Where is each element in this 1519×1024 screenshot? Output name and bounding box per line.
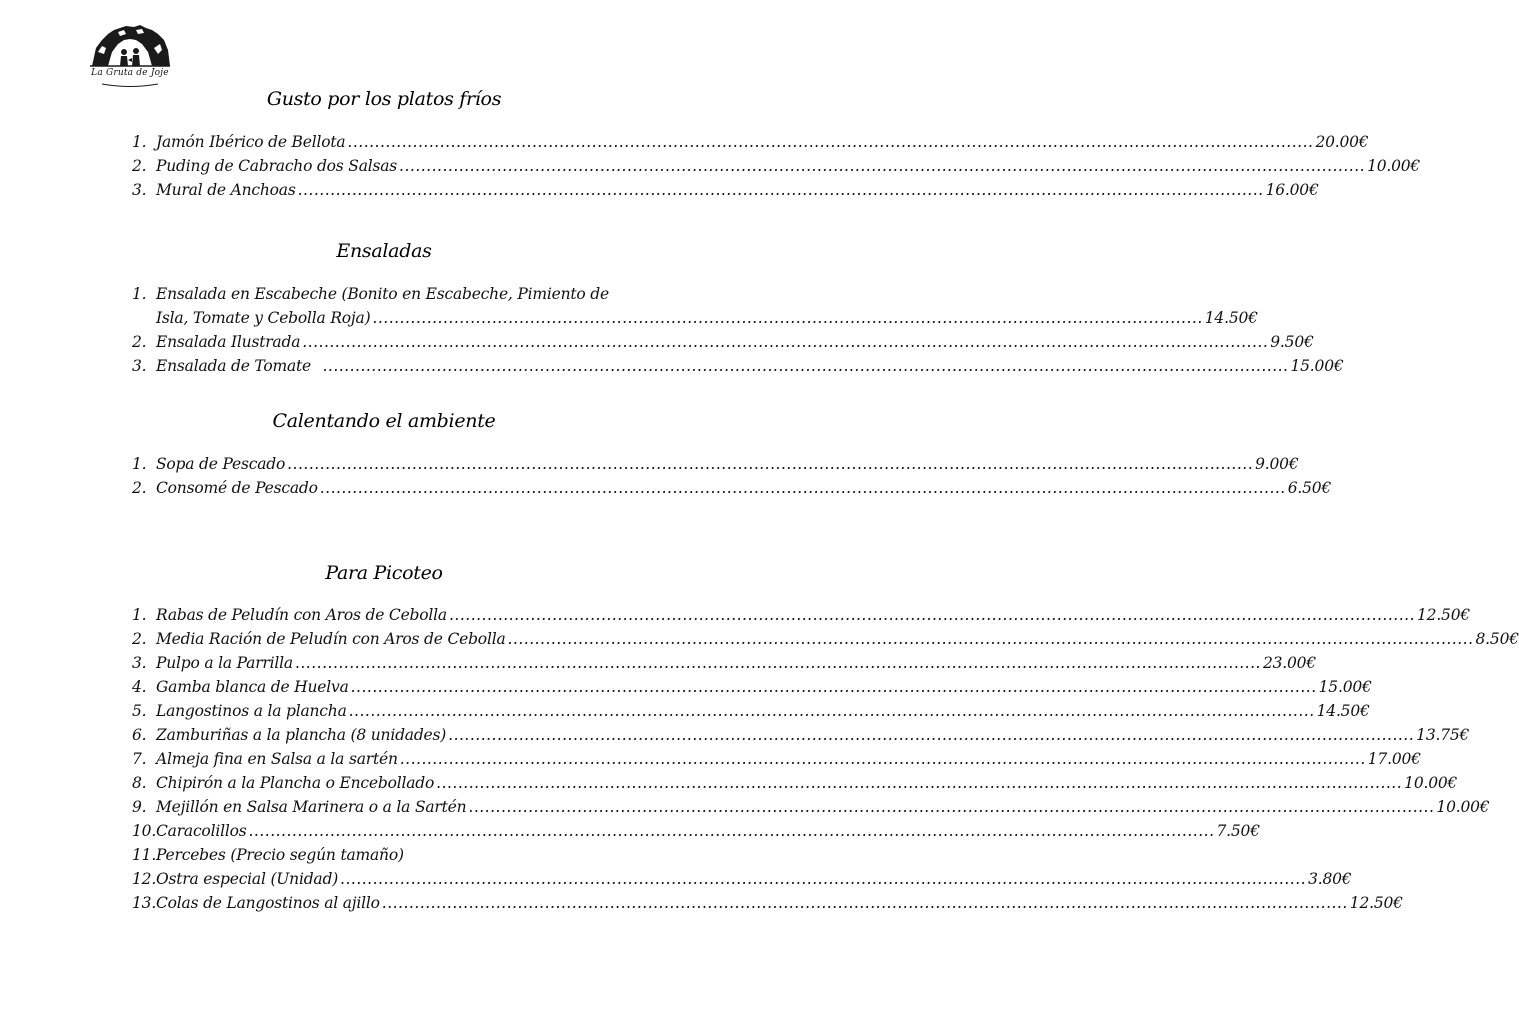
item-number: 2. bbox=[132, 157, 147, 175]
item-number: 9. bbox=[132, 798, 147, 816]
item-price: 8.50€ bbox=[1475, 630, 1519, 648]
dot-leader bbox=[468, 796, 1434, 818]
item-name: Caracolillos bbox=[156, 822, 247, 840]
item-number: 1. bbox=[132, 133, 147, 151]
menu-item bbox=[132, 748, 1421, 770]
dot-leader bbox=[436, 772, 1402, 794]
item-number: 10. bbox=[132, 822, 157, 840]
item-price: 10.00€ bbox=[1436, 798, 1490, 816]
item-number: 3. bbox=[132, 654, 147, 672]
item-price: 6.50€ bbox=[1287, 479, 1332, 497]
item-name: Zamburiñas a la plancha (8 unidades) bbox=[156, 726, 447, 744]
item-price: 17.00€ bbox=[1367, 750, 1421, 768]
item-number: 6. bbox=[132, 726, 147, 744]
item-price: 3.80€ bbox=[1308, 870, 1352, 888]
grotto-illustration-icon bbox=[88, 22, 172, 68]
item-name: Media Ración de Peludín con Aros de Cebolla bbox=[156, 630, 506, 648]
dot-leader bbox=[382, 892, 1348, 914]
item-number: 13. bbox=[132, 894, 157, 912]
item-price: 15.00€ bbox=[1318, 678, 1372, 696]
menu-item bbox=[132, 700, 1370, 722]
item-name: Sopa de Pescado bbox=[156, 455, 286, 473]
item-name: Ensalada de Tomate bbox=[156, 357, 321, 375]
dot-leader bbox=[399, 155, 1365, 177]
item-name: Ensalada Ilustrada bbox=[156, 333, 301, 351]
item-price: 9.50€ bbox=[1270, 333, 1314, 351]
item-name: Langostinos a la plancha bbox=[156, 702, 347, 720]
menu-item bbox=[132, 652, 1317, 674]
menu-item bbox=[132, 179, 1319, 201]
item-price: 12.50€ bbox=[1349, 894, 1403, 912]
item-name: Puding de Cabracho dos Salsas bbox=[156, 157, 398, 175]
menu-item bbox=[132, 131, 1369, 153]
menu-item bbox=[132, 676, 1372, 698]
item-number: 11. bbox=[132, 846, 157, 864]
item-price: 10.00€ bbox=[1404, 774, 1458, 792]
item-price: 10.00€ bbox=[1367, 157, 1421, 175]
item-name: Jamón Ibérico de Bellota bbox=[156, 133, 346, 151]
menu-item bbox=[132, 820, 1260, 842]
menu-item bbox=[132, 868, 1352, 890]
section-title-cold-dishes: Gusto por los platos fríos bbox=[266, 88, 502, 110]
item-number: 7. bbox=[132, 750, 147, 768]
menu-item bbox=[132, 155, 1421, 177]
menu-item bbox=[132, 724, 1470, 746]
item-name: Ostra especial (Unidad) bbox=[156, 870, 339, 888]
menu-item bbox=[132, 796, 1490, 818]
item-number: 5. bbox=[132, 702, 147, 720]
dot-leader bbox=[295, 652, 1261, 674]
dot-leader bbox=[448, 724, 1414, 746]
dot-leader bbox=[508, 628, 1474, 650]
item-number: 1. bbox=[132, 455, 147, 473]
section-title-warm-starters: Calentando el ambiente bbox=[272, 410, 496, 432]
dot-leader bbox=[351, 676, 1317, 698]
item-number: 2. bbox=[132, 479, 147, 497]
item-price: 12.50€ bbox=[1417, 606, 1471, 624]
item-price: 20.00€ bbox=[1315, 133, 1369, 151]
item-name: Gamba blanca de Huelva bbox=[156, 678, 349, 696]
section-title-snacks: Para Picoteo bbox=[325, 562, 443, 584]
item-price: 7.50€ bbox=[1216, 822, 1260, 840]
menu-item-continuation bbox=[156, 307, 1258, 329]
menu-item bbox=[132, 283, 662, 305]
logo-lettering: La Gruta de Joje bbox=[91, 68, 169, 78]
item-number: 1. bbox=[132, 285, 147, 303]
item-name: Colas de Langostinos al ajillo bbox=[156, 894, 380, 912]
menu-item bbox=[132, 604, 1471, 626]
menu-item bbox=[132, 453, 1299, 475]
item-price: 13.75€ bbox=[1416, 726, 1470, 744]
dot-leader bbox=[400, 748, 1366, 770]
menu-item bbox=[132, 892, 1403, 914]
section-title-salads: Ensaladas bbox=[336, 240, 432, 262]
item-price: 23.00€ bbox=[1262, 654, 1317, 672]
dot-leader: ......................................................................................................................................................... bbox=[372, 309, 1203, 327]
dot-leader bbox=[287, 453, 1253, 475]
item-number: 3. bbox=[132, 357, 147, 375]
item-name: Consomé de Pescado bbox=[156, 479, 318, 497]
item-price: 16.00€ bbox=[1265, 181, 1319, 199]
item-number: 3. bbox=[132, 181, 147, 199]
item-price: 15.00€ bbox=[1290, 357, 1344, 375]
menu-item bbox=[132, 477, 1332, 499]
dot-leader bbox=[298, 179, 1264, 201]
item-number: 12. bbox=[132, 870, 157, 888]
item-name-continued: Isla, Tomate y Cebolla Roja) bbox=[156, 309, 371, 327]
item-price: 9.00€ bbox=[1255, 455, 1299, 473]
dot-leader bbox=[302, 331, 1268, 353]
item-name: Ensalada en Escabeche (Bonito en Escabeche, Pimiento de bbox=[156, 285, 609, 303]
menu-item bbox=[132, 844, 662, 866]
item-name: Mejillón en Salsa Marinera o a la Sartén bbox=[156, 798, 467, 816]
item-number: 1. bbox=[132, 606, 147, 624]
menu-item bbox=[132, 331, 1314, 353]
item-name: Chipirón a la Plancha o Encebollado bbox=[156, 774, 435, 792]
menu-item bbox=[132, 772, 1458, 794]
item-price: 14.50€ bbox=[1204, 309, 1258, 327]
dot-leader bbox=[347, 131, 1313, 153]
item-name: Percebes (Precio según tamaño) bbox=[156, 846, 404, 864]
item-number: 2. bbox=[132, 630, 147, 648]
dot-leader bbox=[340, 868, 1306, 890]
item-name: Almeja fina en Salsa a la sartén bbox=[156, 750, 398, 768]
item-name: Rabas de Peludín con Aros de Cebolla bbox=[156, 606, 447, 624]
dot-leader bbox=[449, 604, 1415, 626]
item-number: 2. bbox=[132, 333, 147, 351]
dot-leader bbox=[320, 477, 1286, 499]
item-number: 8. bbox=[132, 774, 147, 792]
dot-leader bbox=[248, 820, 1214, 842]
menu-item bbox=[132, 355, 1344, 377]
restaurant-logo bbox=[88, 22, 172, 88]
menu-item bbox=[132, 628, 1519, 650]
dot-leader bbox=[349, 700, 1315, 722]
dot-leader bbox=[322, 355, 1288, 377]
item-name: Pulpo a la Parrilla bbox=[156, 654, 293, 672]
item-price: 14.50€ bbox=[1316, 702, 1370, 720]
item-number: 4. bbox=[132, 678, 147, 696]
item-name: Mural de Anchoas bbox=[156, 181, 296, 199]
